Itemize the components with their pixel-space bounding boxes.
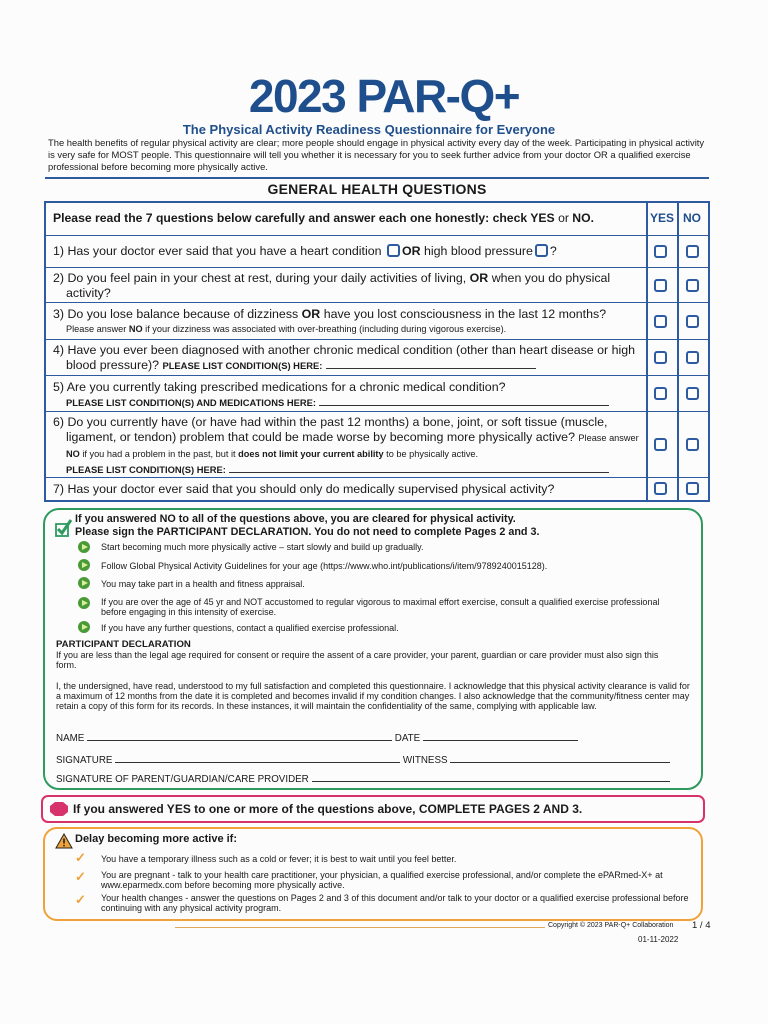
delay-item-2: You are pregnant - talk to your health care practitioner, your physician, a qualified exercise professional, and/or complete the ePARmed-X+ at www.eparmedx.com before becoming more physically active.: [101, 870, 663, 890]
checkmark-icon: [55, 518, 73, 543]
warning-icon: [55, 833, 73, 854]
question-row-3: [46, 302, 708, 339]
checkmark-icon: ✓: [75, 892, 86, 907]
q5-medications-field[interactable]: [319, 396, 609, 406]
q6-no-checkbox[interactable]: [686, 438, 699, 451]
parent-signature-row: SIGNATURE OF PARENT/GUARDIAN/CARE PROVIDER: [56, 772, 670, 785]
declaration-title: PARTICIPANT DECLARATION: [56, 639, 191, 650]
q7-yes-checkbox[interactable]: [654, 482, 667, 495]
q7-no-checkbox[interactable]: [686, 482, 699, 495]
blood-pressure-checkbox[interactable]: [535, 244, 548, 257]
heart-condition-checkbox[interactable]: [387, 244, 400, 257]
yes-banner-text: If you answered YES to one or more of the questions above, COMPLETE PAGES 2 AND 3.: [73, 802, 583, 816]
date-field[interactable]: [423, 731, 578, 741]
question-row-1: [46, 235, 708, 267]
delay-item-1: You have a temporary illness such as a cold or fever; it is best to wait until you feel better.: [101, 854, 457, 864]
intro-text: The health benefits of regular physical activity are clear; more people should engage in physical activity every day of the week. Participating in physical activity is very safe for MOST people. This questionnaire will tell you whether it is necessary for you to seek further advice from your doctor OR a qualified exercise professional before becoming more physically active.: [48, 137, 705, 172]
name-field[interactable]: [87, 731, 392, 741]
signature-field[interactable]: [115, 753, 400, 763]
q2-no-checkbox[interactable]: [686, 279, 699, 292]
cleared-bullet-2: Follow Global Physical Activity Guidelines for your age (https://www.who.int/publications/i/item/9789240015128).: [101, 561, 548, 571]
cleared-line-2: Please sign the PARTICIPANT DECLARATION. You do not need to complete Pages 2 and 3.: [75, 526, 540, 538]
q1-yes-checkbox[interactable]: [654, 245, 667, 258]
cleared-bullet-1: Start becoming much more physically active – start slowly and build up gradually.: [101, 542, 424, 552]
yes-column-header: YES: [650, 211, 675, 225]
checkmark-icon: ✓: [75, 869, 86, 884]
delay-section: [43, 827, 703, 921]
page-subtitle: The Physical Activity Readiness Questionnaire for Everyone: [182, 122, 556, 137]
question-row-2: [46, 267, 708, 302]
q2-yes-checkbox[interactable]: [654, 279, 667, 292]
question-text: 5) Are you currently taking prescribed medications for a chronic medical condition? PLEASE LIST CONDITION(S) AND MEDICATIONS HERE:: [53, 380, 643, 410]
q6-conditions-field[interactable]: [229, 463, 609, 473]
question-row-5: [46, 375, 708, 411]
yes-banner: [41, 795, 705, 823]
question-row-6: [46, 411, 708, 477]
question-text: 4) Have you ever been diagnosed with another chronic medical condition (other than heart disease or high blood pressure)? PLEASE LIST CONDITION(S) HERE:: [53, 343, 636, 372]
question-text: 1) Has your doctor ever said that you have a heart condition OR high blood pressure ?: [53, 244, 557, 258]
q4-conditions-field[interactable]: [326, 359, 536, 369]
question-row-4: [46, 339, 708, 375]
divider: [45, 177, 709, 179]
question-text: 7) Has your doctor ever said that you should only do medically supervised physical activity?: [53, 482, 555, 496]
play-icon: [78, 559, 90, 571]
section-title: GENERAL HEALTH QUESTIONS: [267, 181, 487, 197]
declaration-minor-text: If you are less than the legal age required for consent or require the assent of a care provider, your parent, guardian or care provider must also sign this form.: [56, 650, 659, 670]
cleared-bullet-4: If you are over the age of 45 yr and NOT accustomed to regular vigorous to maximal effort exercise, consult a qualified exercise professional before engaging in this intensity of exercise.: [101, 597, 660, 617]
play-icon: [78, 621, 90, 633]
checkmark-icon: ✓: [75, 850, 86, 865]
cleared-line-1: If you answered NO to all of the questions above, you are cleared for physical activity.: [75, 513, 516, 525]
question-text: 6) Do you currently have (or have had within the past 12 months) a bone, joint, or soft tissue (muscle, ligament, or tendon) problem that could be made worse by becoming more physically active? Please answer NO if you had a problem in the past, but it does not limit your current ability to be physically active. PLEASE LIST CONDITION(S) HERE:: [53, 415, 639, 475]
page-title: 2023 PAR-Q+: [248, 70, 520, 122]
cleared-bullet-3: You may take part in a health and fitness appraisal.: [101, 579, 305, 589]
footer-divider: [175, 927, 545, 928]
q3-no-checkbox[interactable]: [686, 315, 699, 328]
q5-yes-checkbox[interactable]: [654, 387, 667, 400]
q1-no-checkbox[interactable]: [686, 245, 699, 258]
declaration-body: I, the undersigned, have read, understood to my full satisfaction and completed this questionnaire. I acknowledge that this physical activity clearance is valid for a maximum of 12 months from the date it is completed and becomes invalid if my condition changes. I also acknowledge that the community/fitness center may retain a copy of this form for its records. In these instances, it will maintain the confidentiality of the same, complying with applicable law.: [56, 681, 690, 711]
delay-title: Delay becoming more active if:: [75, 833, 237, 845]
questions-table: [44, 201, 710, 502]
play-icon: [78, 577, 90, 589]
q4-no-checkbox[interactable]: [686, 351, 699, 364]
page-number: 1 / 4: [692, 920, 711, 931]
play-icon: [78, 597, 90, 609]
q4-yes-checkbox[interactable]: [654, 351, 667, 364]
question-text: 2) Do you feel pain in your chest at rest, during your daily activities of living, OR when you do physical activity?: [53, 271, 611, 300]
delay-item-3: Your health changes - answer the questions on Pages 2 and 3 of this document and/or talk to your doctor or a qualified exercise professional before continuing with any physical activity program.: [101, 893, 689, 913]
q3-yes-checkbox[interactable]: [654, 315, 667, 328]
cleared-section: [43, 508, 703, 790]
signature-row: SIGNATURE WITNESS: [56, 753, 670, 766]
parent-signature-field[interactable]: [312, 772, 670, 782]
no-column-header: NO: [683, 211, 701, 225]
q6-yes-checkbox[interactable]: [654, 438, 667, 451]
question-text: 3) Do you lose balance because of dizziness OR have you lost consciousness in the last 12 months? Please answer NO if your dizziness was associated with over-breathing (including during vigorous exercise).: [53, 307, 607, 334]
question-row-7: [46, 477, 708, 500]
table-header-row: [46, 203, 708, 235]
revision-date: 01-11-2022: [638, 935, 679, 944]
witness-field[interactable]: [450, 753, 670, 763]
name-row: NAME DATE: [56, 731, 578, 744]
cleared-bullet-5: If you have any further questions, contact a qualified exercise professional.: [101, 623, 399, 633]
stop-sign-icon: [49, 801, 69, 822]
q5-no-checkbox[interactable]: [686, 387, 699, 400]
instruction-text: Please read the 7 questions below carefully and answer each one honestly: check YES or NO.: [53, 211, 594, 225]
copyright: Copyright © 2023 PAR-Q+ Collaboration: [548, 922, 674, 929]
play-icon: [78, 541, 90, 553]
